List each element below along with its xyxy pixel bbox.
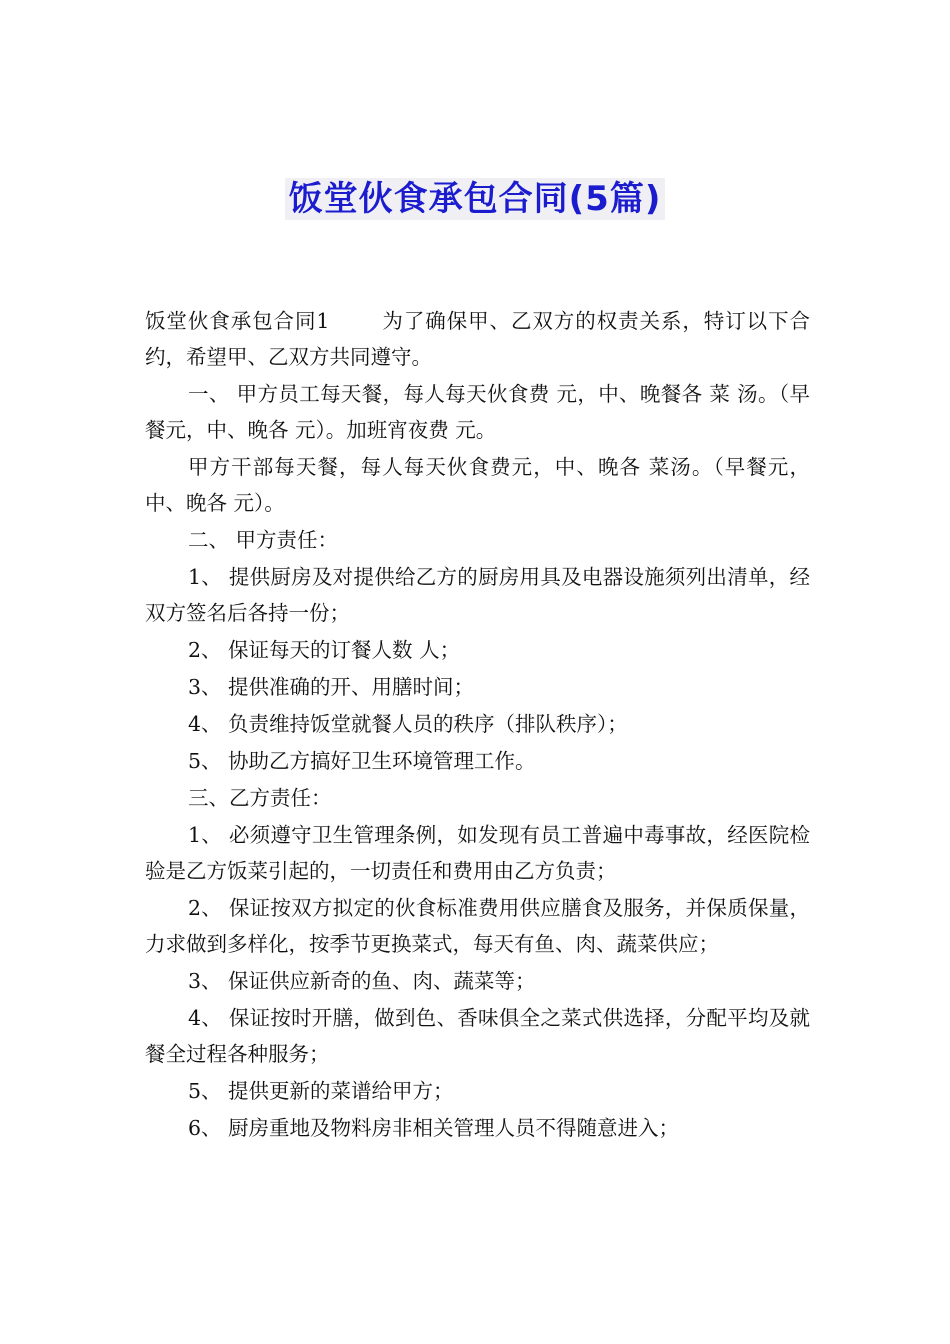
paragraph-5: 2、 保证每天的订餐人数 人； xyxy=(188,638,461,662)
intro-text: 为了确保甲、乙双方的权责关系，特订以下合约，希望甲、乙双方共同遵守。 xyxy=(145,309,811,369)
paragraph-7: 4、 负责维持饭堂就餐人员的秩序（排队秩序）； xyxy=(188,712,628,736)
document-title: 饭堂伙食承包合同(5篇) xyxy=(285,178,666,220)
paragraph-1: 一、 甲方员工每天餐，每人每天伙食费 元，中、晚餐各 菜 汤。（早餐元，中、晚各 元）。加班宵夜费 元。 xyxy=(145,382,810,442)
paragraph-6: 3、 提供准确的开、用膳时间； xyxy=(188,675,475,699)
document-body xyxy=(145,303,810,1146)
paragraph-8: 5、 协助乙方搞好卫生环境管理工作。 xyxy=(188,749,536,773)
paragraph-9: 三、乙方责任： xyxy=(188,786,332,810)
intro-paragraph xyxy=(145,303,810,375)
title-container xyxy=(0,178,950,220)
paragraph-2: 甲方干部每天餐，每人每天伙食费元，中、晚各 菜汤。（早餐元，中、晚各 元）。 xyxy=(145,455,810,515)
paragraph-4: 1、 提供厨房及对提供给乙方的厨房用具及电器设施须列出清单，经双方签名后各持一份； xyxy=(145,565,810,625)
intro-label: 饭堂伙食承包合同1 xyxy=(145,309,330,333)
paragraph-11: 2、 保证按双方拟定的伙食标准费用供应膳食及服务，并保质保量，力求做到多样化，按季节更换菜式，每天有鱼、肉、蔬菜供应； xyxy=(145,896,810,956)
paragraph-14: 5、 提供更新的菜谱给甲方； xyxy=(188,1079,454,1103)
paragraph-10: 1、 必须遵守卫生管理条例，如发现有员工普遍中毒事故，经医院检验是乙方饭菜引起的，一切责任和费用由乙方负责； xyxy=(145,823,810,883)
paragraph-15: 6、 厨房重地及物料房非相关管理人员不得随意进入； xyxy=(188,1116,680,1140)
paragraph-3: 二、 甲方责任： xyxy=(188,528,339,552)
paragraph-12: 3、 保证供应新奇的鱼、肉、蔬菜等； xyxy=(188,969,536,993)
paragraph-13: 4、 保证按时开膳，做到色、香味俱全之菜式供选择，分配平均及就餐全过程各种服务； xyxy=(145,1006,810,1066)
